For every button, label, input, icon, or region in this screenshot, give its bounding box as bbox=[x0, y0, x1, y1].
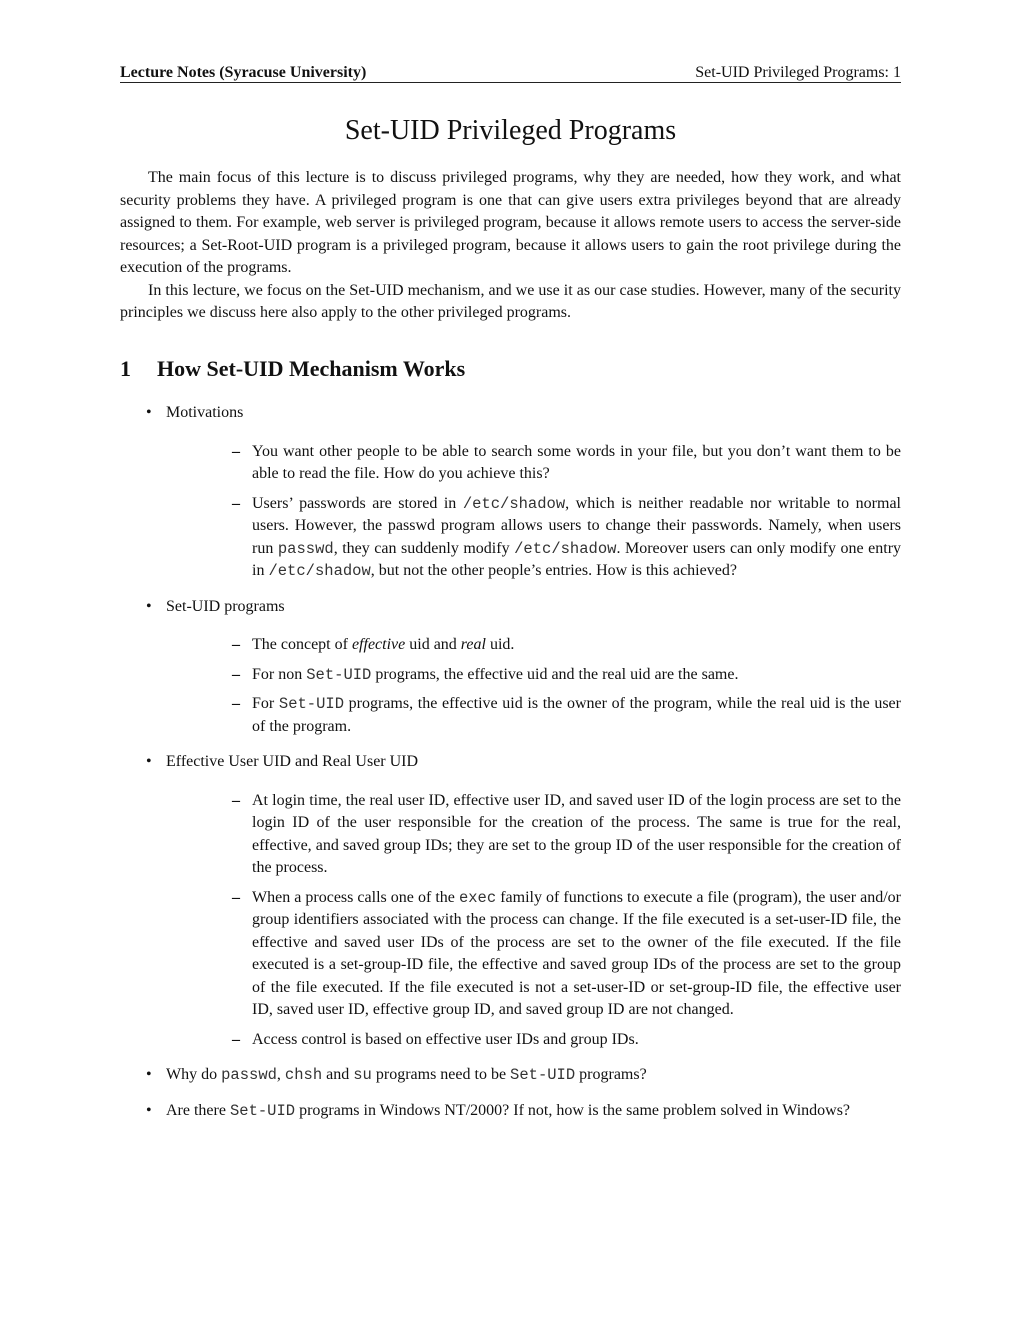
bullet-setuid-programs bbox=[120, 596, 901, 739]
sub-text: family of functions to execute a file (program), the user and/or group identifiers associated with the process can change. If the file executed is a set-user-ID file, the effective and saved user IDs of the process are set to the owner of the file executed. If the file executed is a set-group-ID file, the effective and saved group IDs of the process are set to the group of the file executed. If the file executed is not a set-user-ID or set-group-ID file, the effective user ID, saved user ID, effective group ID, and saved group ID are not changed. bbox=[252, 888, 901, 1018]
sub-item bbox=[166, 634, 901, 657]
sub-text: Users’ passwords are stored in bbox=[252, 494, 463, 512]
dash-icon: – bbox=[232, 695, 240, 712]
code-etc-shadow: /etc/shadow bbox=[514, 539, 617, 558]
code-set-uid: Set-UID bbox=[306, 665, 372, 684]
code-etc-shadow: /etc/shadow bbox=[268, 562, 371, 580]
dash-icon: – bbox=[232, 888, 240, 906]
bullet-text: Why do bbox=[166, 1066, 222, 1083]
dash-icon: – bbox=[232, 494, 240, 512]
sub-list bbox=[166, 441, 901, 583]
bullet-list bbox=[120, 402, 901, 1135]
dash-icon: – bbox=[232, 636, 240, 653]
sub-text: At login time, the real user ID, effective user ID, and saved user ID of the login process are set to the login ID of the user responsible for the creation of the process. The same is true for the real, effective, and saved group IDs; they are set to the group ID of the user responsible for the creation of the process. bbox=[252, 791, 901, 876]
sub-text: programs, the effective uid is the owner of the program, while the real uid is the user of the program. bbox=[252, 695, 901, 735]
code-chsh: chsh bbox=[284, 1066, 323, 1084]
dash-icon: – bbox=[232, 442, 240, 460]
bullet-text: programs? bbox=[575, 1066, 647, 1083]
bullet-icon: • bbox=[146, 1066, 152, 1083]
header-right: Set-UID Privileged Programs: 1 bbox=[695, 64, 901, 81]
bullet-icon: • bbox=[146, 753, 152, 770]
dash-icon: – bbox=[232, 1030, 240, 1048]
sub-item bbox=[166, 790, 901, 880]
dash-icon: – bbox=[232, 791, 240, 809]
bullet-icon: • bbox=[146, 1101, 152, 1119]
bullet-text: and bbox=[322, 1066, 354, 1083]
dash-icon: – bbox=[232, 665, 240, 683]
intro-paragraph-2: In this lecture, we focus on the Set-UID mechanism, and we use it as our case studies. However, many of the security principles we discuss here also apply to the other privileged programs. bbox=[120, 281, 901, 321]
document-title: Set-UID Privileged Programs bbox=[344, 115, 677, 146]
sub-text: , but not the other people’s entries. How is this achieved? bbox=[370, 562, 737, 579]
sub-text: For non bbox=[252, 665, 307, 683]
bullet-why-setuid bbox=[120, 1064, 901, 1087]
code-etc-shadow: /etc/shadow bbox=[462, 494, 566, 513]
bullet-icon: • bbox=[146, 597, 152, 615]
code-exec: exec bbox=[458, 888, 497, 907]
header-left: Lecture Notes (Syracuse University) bbox=[120, 64, 367, 81]
sub-list bbox=[166, 634, 901, 738]
section-number: 1 bbox=[120, 356, 131, 381]
sub-item bbox=[166, 664, 901, 687]
sub-text: , which is neither readable nor writable to normal users. However, the passwd program allows users to change their passwords. Namely, when users run bbox=[252, 494, 902, 557]
bullet-text: , bbox=[276, 1066, 285, 1083]
sub-text: For bbox=[252, 695, 279, 712]
code-set-uid: Set-UID bbox=[510, 1066, 576, 1084]
bullet-text: Are there bbox=[166, 1101, 230, 1119]
bullet-label: Motivations bbox=[166, 404, 244, 421]
sub-text: programs, the effective uid and the real uid are the same. bbox=[371, 665, 739, 683]
sub-item bbox=[166, 441, 901, 486]
sub-item bbox=[166, 693, 901, 738]
sub-text: Access control is based on effective user IDs and group IDs. bbox=[252, 1030, 639, 1048]
bullet-text: programs in Windows NT/2000? If not, how is the same problem solved in Windows? bbox=[295, 1101, 851, 1119]
code-su: su bbox=[353, 1066, 372, 1084]
section-heading bbox=[120, 356, 465, 382]
sub-text: The concept of bbox=[252, 636, 352, 653]
code-passwd: passwd bbox=[221, 1066, 277, 1084]
sub-item bbox=[166, 493, 901, 583]
sub-list bbox=[166, 790, 901, 1052]
code-set-uid: Set-UID bbox=[229, 1101, 296, 1120]
sub-text: When a process calls one of the bbox=[252, 888, 459, 906]
sub-item bbox=[166, 887, 901, 1022]
section-title: How Set-UID Mechanism Works bbox=[157, 356, 466, 381]
sub-text: . Moreover users can only modify one entry in bbox=[252, 539, 902, 579]
sub-item bbox=[166, 1029, 901, 1052]
bullet-label: Set-UID programs bbox=[166, 597, 285, 615]
bullet-text: programs need to be bbox=[371, 1066, 511, 1083]
emphasis-real: real bbox=[460, 636, 486, 653]
emphasis-effective: effective bbox=[351, 636, 406, 653]
sub-text: You want other people to be able to search some words in your file, but you don’t want them to be able to read the file. How do you achieve this? bbox=[252, 442, 901, 482]
sub-text: , they can suddenly modify bbox=[333, 539, 515, 557]
bullet-motivations bbox=[120, 402, 901, 583]
bullet-windows bbox=[120, 1100, 901, 1123]
intro-paragraph-1: The main focus of this lecture is to discuss privileged programs, why they are needed, how they work, and what security problems they have. A privileged program is one that can give users extra privileges beyond that are already assigned to them. For example, web server is privileged program, because it allows remote users to access the server-side resources; a Set-Root-UID program is a privileged program, because it allows users to gain the root privilege during the execution of the programs. bbox=[120, 169, 901, 276]
intro bbox=[120, 167, 901, 325]
running-header bbox=[120, 60, 901, 83]
code-passwd: passwd bbox=[277, 539, 334, 558]
sub-text: uid and bbox=[405, 636, 461, 653]
bullet-icon: • bbox=[146, 404, 152, 421]
code-set-uid: Set-UID bbox=[278, 695, 345, 713]
sub-text: uid. bbox=[485, 636, 515, 653]
bullet-effective-real-uid bbox=[120, 751, 901, 1051]
bullet-label: Effective User UID and Real User UID bbox=[166, 753, 419, 770]
